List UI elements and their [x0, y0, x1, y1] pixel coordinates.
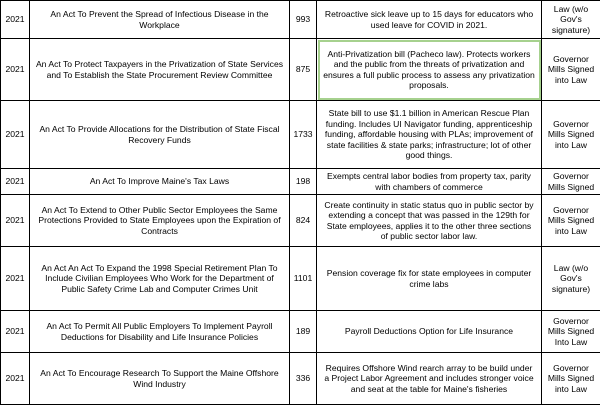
bill-number-cell[interactable]: 1733: [290, 101, 317, 169]
bill-number-cell[interactable]: 336: [290, 353, 317, 405]
bill-summary-cell[interactable]: Pension coverage fix for state employees in computer crime labs: [317, 247, 542, 311]
bill-number-cell[interactable]: 875: [290, 39, 317, 101]
status-cell[interactable]: Law (w/o Gov's signature): [542, 1, 600, 39]
table-row: [1, 311, 600, 353]
year-cell[interactable]: 2021: [1, 1, 30, 39]
status-cell[interactable]: Governor Mills Signed into Law: [542, 353, 600, 405]
bill-summary-cell[interactable]: Anti-Privatization bill (Pacheco law). Protects workers and the public from the threats of privatization and ensures a full public process to assess any privatization proposals.: [317, 39, 542, 101]
year-cell[interactable]: 2021: [1, 195, 30, 247]
bill-title-cell[interactable]: An Act To Protect Taxpayers in the Privatization of State Services and To Establish the State Procurement Review Committee: [30, 39, 290, 101]
status-cell[interactable]: Governor Mills Signed: [542, 169, 600, 195]
bill-summary-cell[interactable]: Exempts central labor bodies from property tax, parity with chambers of commerce: [317, 169, 542, 195]
year-cell[interactable]: 2021: [1, 353, 30, 405]
bill-title-cell[interactable]: An Act An Act To Expand the 1998 Special Retirement Plan To Include Civilian Employees Who Work for the Department of Public Safety Crime Lab and Computer Crimes Unit: [30, 247, 290, 311]
year-cell[interactable]: 2021: [1, 311, 30, 353]
bill-summary-cell[interactable]: Requires Offshore Wind rearch array to be build under a Project Labor Agreement and includes stronger voice and seat at the table for Maine's fisheries: [317, 353, 542, 405]
table-row: [1, 247, 600, 311]
bill-summary-cell[interactable]: State bill to use $1.1 billion in American Rescue Plan funding. Includes UI Navigator funding, apprenticeship funding, affordable housing with PLAs; improvement of state facilities & state parks; infrastructure; lot of other good things.: [317, 101, 542, 169]
year-cell[interactable]: 2021: [1, 39, 30, 101]
status-cell[interactable]: Governor Mills Signed Into Law: [542, 311, 600, 353]
bill-title-cell[interactable]: An Act To Extend to Other Public Sector Employees the Same Protections Provided to State Employees upon the Expiration of Contracts: [30, 195, 290, 247]
year-cell[interactable]: 2021: [1, 169, 30, 195]
bill-number-cell[interactable]: 198: [290, 169, 317, 195]
table-row: [1, 1, 600, 39]
table-row: [1, 169, 600, 195]
table-body: [1, 1, 600, 405]
table-row: [1, 39, 600, 101]
bill-title-cell[interactable]: An Act To Provide Allocations for the Distribution of State Fiscal Recovery Funds: [30, 101, 290, 169]
status-cell[interactable]: Governor Mills Signed into Law: [542, 101, 600, 169]
bill-number-cell[interactable]: 189: [290, 311, 317, 353]
status-cell[interactable]: Governor Mills Signed into Law: [542, 39, 600, 101]
bill-title-cell[interactable]: An Act To Encourage Research To Support the Maine Offshore Wind Industry: [30, 353, 290, 405]
status-cell[interactable]: Law (w/o Gov's signature): [542, 247, 600, 311]
bill-number-cell[interactable]: 1101: [290, 247, 317, 311]
bill-title-cell[interactable]: An Act To Prevent the Spread of Infectious Disease in the Workplace: [30, 1, 290, 39]
bill-summary-cell[interactable]: Payroll Deductions Option for Life Insurance: [317, 311, 542, 353]
year-cell[interactable]: 2021: [1, 101, 30, 169]
bill-title-cell[interactable]: An Act To Permit All Public Employers To Implement Payroll Deductions for Disability and Life Insurance Policies: [30, 311, 290, 353]
bill-number-cell[interactable]: 824: [290, 195, 317, 247]
table-row: [1, 353, 600, 405]
bill-title-cell[interactable]: An Act To Improve Maine's Tax Laws: [30, 169, 290, 195]
table-row: [1, 195, 600, 247]
bill-summary-cell[interactable]: Retroactive sick leave up to 15 days for educators who used leave for COVID in 2021.: [317, 1, 542, 39]
table-row: [1, 101, 600, 169]
year-cell[interactable]: 2021: [1, 247, 30, 311]
status-cell[interactable]: Governor Mills Signed into Law: [542, 195, 600, 247]
bill-number-cell[interactable]: 993: [290, 1, 317, 39]
bill-summary-cell[interactable]: Create continuity in static status quo in public sector by extending a concept that was passed in the 129th for State employees, applies it to the other three sections of public sector labor law.: [317, 195, 542, 247]
